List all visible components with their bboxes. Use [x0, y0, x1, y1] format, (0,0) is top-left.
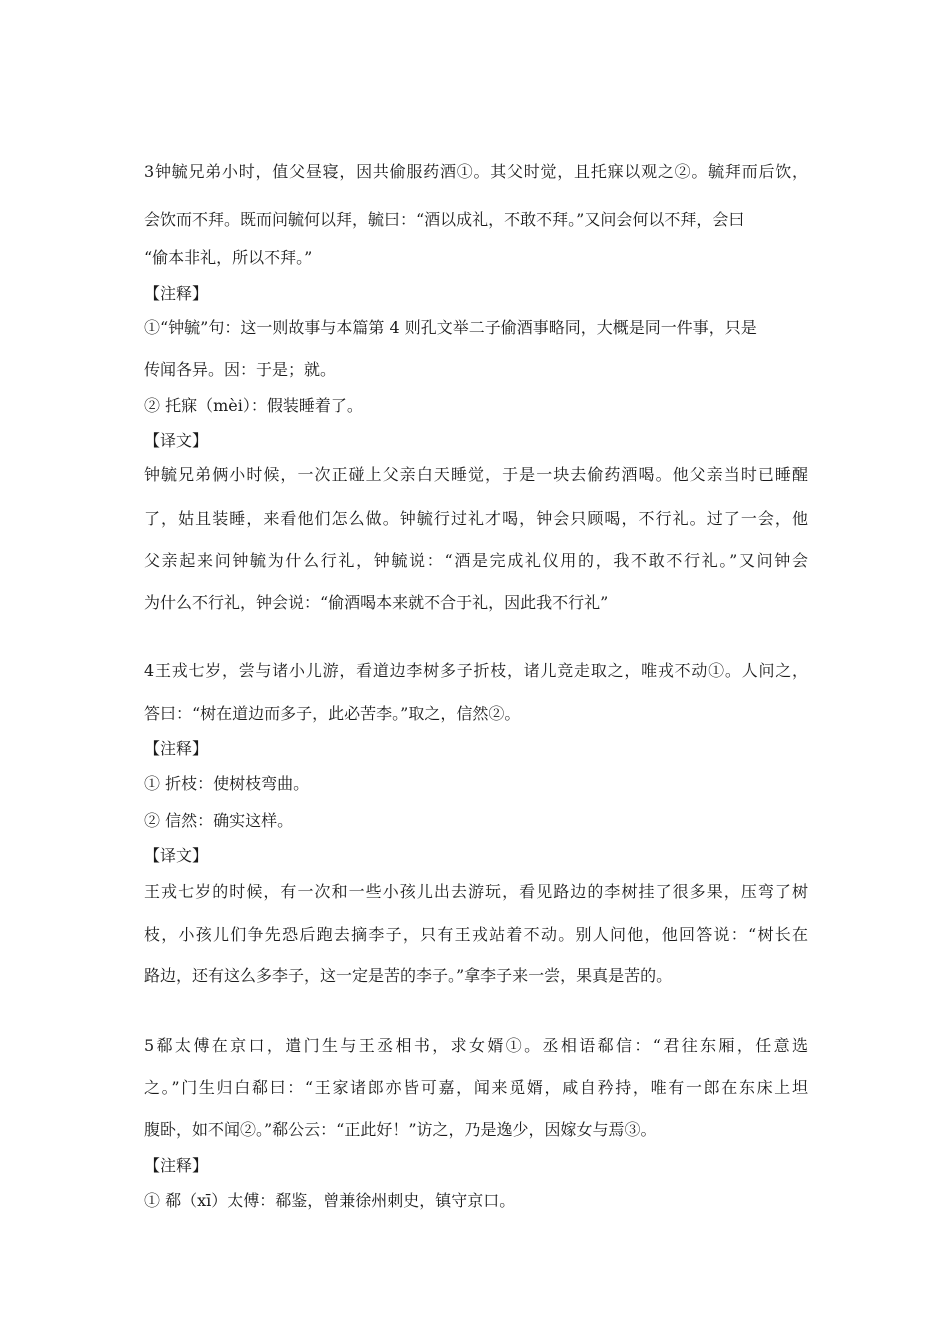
translation-line: 为什么不行礼，钟会说：“偷酒喝本来就不合于礼，因此我不行礼”	[144, 593, 609, 612]
passage-line: 会饮而不拜。既而问毓何以拜，毓曰：“酒以成礼，不敢不拜。”又问会何以不拜，会曰	[144, 210, 745, 229]
passage-line: “偷本非礼，所以不拜。”	[144, 248, 313, 267]
translation-line: 枝，小孩儿们争先恐后跑去摘李子，只有王戎站着不动。别人问他，他回答说：“树长在	[144, 925, 808, 944]
notes-heading: 【注释】	[144, 284, 209, 303]
translation-heading: 【译文】	[144, 431, 209, 450]
passage-line: 3钟毓兄弟小时，值父昼寝，因共偷服药酒①。其父时觉，且托寐以观之②。毓拜而后饮，	[144, 162, 808, 181]
note-line: ①“钟毓”句：这一则故事与本篇第 4 则孔文举二子偷酒事略同，大概是同一件事，只是	[144, 318, 757, 337]
passage-line: 5郗太傅在京口，遣门生与王丞相书，求女婿①。丞相语郗信：“君往东厢，任意选	[144, 1036, 808, 1055]
passage-line: 腹卧，如不闻②。”郗公云：“正此好！”访之，乃是逸少，因嫁女与焉③。	[144, 1120, 657, 1139]
passage-line: 之。”门生归白郗曰：“王家诸郎亦皆可嘉，闻来觅婿，咸自矜持，唯有一郎在东床上坦	[144, 1078, 808, 1097]
note-line: ① 郗（xī）太傅：郗鉴，曾兼徐州刺史，镇守京口。	[144, 1191, 516, 1210]
note-line: ② 信然：确实这样。	[144, 811, 294, 830]
notes-heading: 【注释】	[144, 739, 209, 758]
passage-line: 答曰：“树在道边而多子，此必苦李。”取之，信然②。	[144, 704, 521, 723]
translation-line: 路边，还有这么多李子，这一定是苦的李子。”拿李子来一尝，果真是苦的。	[144, 966, 673, 985]
note-line: ② 托寐（mèi）：假装睡着了。	[144, 396, 363, 415]
translation-heading: 【译文】	[144, 846, 209, 865]
note-line: ① 折枝：使树枝弯曲。	[144, 774, 310, 793]
translation-line: 父亲起来问钟毓为什么行礼，钟毓说：“酒是完成礼仪用的，我不敢不行礼。”又问钟会	[144, 551, 808, 570]
translation-line: 钟毓兄弟俩小时候，一次正碰上父亲白天睡觉，于是一块去偷药酒喝。他父亲当时已睡醒	[144, 465, 808, 484]
note-line: 传闻各异。因：于是；就。	[144, 360, 337, 379]
passage-line: 4王戎七岁，尝与诸小儿游，看道边李树多子折枝，诸儿竞走取之，唯戎不动①。人问之，	[144, 661, 808, 680]
notes-heading: 【注释】	[144, 1156, 209, 1175]
translation-line: 王戎七岁的时候，有一次和一些小孩儿出去游玩，看见路边的李树挂了很多果，压弯了树	[144, 882, 808, 901]
translation-line: 了，姑且装睡，来看他们怎么做。钟毓行过礼才喝，钟会只顾喝，不行礼。过了一会，他	[144, 509, 808, 528]
